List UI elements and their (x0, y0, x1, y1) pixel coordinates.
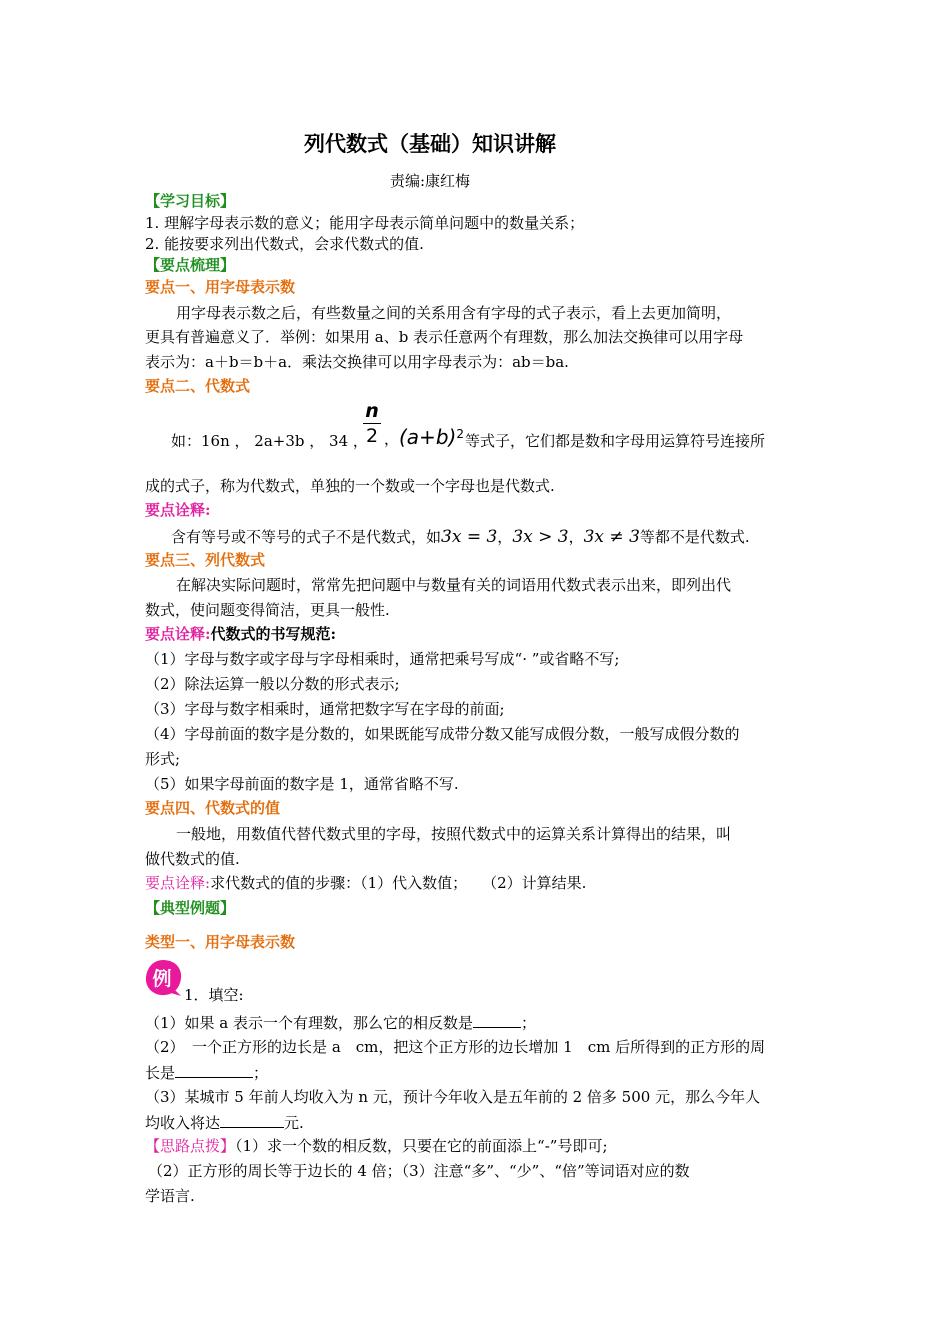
question-1: 1．填空: (184, 986, 244, 1004)
rule-5: （5）如果字母前面的数字是 1，通常省略不写. (145, 775, 459, 793)
note-1-label: 要点诠释: (145, 501, 211, 519)
question-1-1-text: （1）如果 a 表示一个有理数，那么它的相反数是 (145, 1014, 474, 1032)
hint-label: 【思路点拨】 (145, 1137, 236, 1155)
expression-exponent: 2 (456, 427, 464, 441)
fraction-denominator: 2 (365, 425, 379, 447)
note-1-sep-1: ， (497, 528, 513, 546)
point-2-line-2: 成的式子，称为代数式，单独的一个数或一个字母也是代数式. (145, 477, 555, 495)
question-1-3b (145, 1112, 304, 1133)
answer-blank-2[interactable] (175, 1062, 253, 1078)
question-1-2b-text: 长是 (145, 1064, 176, 1082)
point-2-example-prefix: 如：16n ， 2a+3b ， 34 ， (171, 432, 368, 450)
question-1-2a: （2） 一个正方形的边长是 a cm，把这个正方形的边长增加 1 cm 后所得到的正方形的周 (145, 1038, 766, 1056)
answer-blank-3[interactable] (220, 1112, 284, 1128)
example-badge-text: 例 (152, 968, 172, 990)
goal-2: 2. 能按要求列出代数式，会求代数式的值. (145, 235, 424, 253)
point-1-line-3: 表示为：a＋b＝b＋a．乘法交换律可以用字母表示为：ab＝ba. (145, 353, 569, 371)
rule-4b: 形式; (145, 750, 181, 768)
math-3x-neq-3: 3x ≠ 3 (583, 527, 640, 547)
note-2-label: 要点诠释: (145, 625, 211, 643)
question-1-1 (145, 1012, 536, 1033)
hint-line-3: 学语言. (145, 1187, 195, 1205)
note-3-label: 要点诠释: (145, 874, 211, 892)
author-line: 责编:康红梅 (389, 172, 471, 190)
point-4-line-2: 做代数式的值. (145, 850, 240, 868)
question-1-2b (145, 1062, 268, 1083)
point-3-title: 要点三、列代数式 (145, 551, 266, 569)
point-2-example-suffix: 等式子，它们都是数和字母用运算符号连接所 (465, 432, 766, 450)
page-title: 列代数式（基础）知识讲解 (304, 131, 556, 156)
points-header: 【要点梳理】 (145, 256, 236, 274)
point-2-comma: ， (384, 430, 400, 448)
examples-header: 【典型例题】 (145, 899, 236, 917)
fraction-bar (363, 423, 381, 424)
note-3-line (145, 873, 586, 893)
example-badge-icon (143, 958, 183, 998)
question-1-1-end: ； (521, 1014, 537, 1032)
note-3-text: 求代数式的值的步骤：（1）代入数值； （2）计算结果. (210, 874, 587, 892)
point-3-line-2: 数式，使问题变得简洁，更具一般性. (145, 601, 390, 619)
rule-4a: （4）字母前面的数字是分数的，如果既能写成带分数又能写成假分数，一般写成假分数的 (145, 725, 740, 743)
note-1-sep-2: ， (568, 528, 584, 546)
question-1-2b-end: ； (253, 1064, 269, 1082)
point-2-title: 要点二、代数式 (145, 377, 251, 395)
math-3x-gt-3: 3x > 3 (512, 527, 569, 547)
point-1-line-1: 用字母表示数之后，有些数量之间的关系用含有字母的式子表示，看上去更加简明， (176, 304, 732, 322)
answer-blank-1[interactable] (473, 1012, 521, 1028)
fraction-n-over-2 (362, 400, 382, 447)
note-1-line (171, 527, 750, 547)
hint-line-2: （2）正方形的周长等于边长的 4 倍；（3）注意“多”、“少”、“倍”等词语对应的数 (148, 1162, 690, 1180)
question-1-3a: （3）某城市 5 年前人均收入为 n 元，预计今年收入是五年前的 2 倍多 500 元，那么今年人 (145, 1088, 761, 1106)
hint-text-1: （1）求一个数的相反数，只要在它的前面添上“-”号即可; (235, 1137, 608, 1155)
expression-base: (a+b) (399, 425, 457, 449)
expression-a-plus-b-squared (399, 420, 464, 453)
point-1-line-2: 更具有普遍意义了．举例：如果用 a、b 表示任意两个有理数，那么加法交换律可以用字母 (145, 328, 744, 346)
rule-1: （1）字母与数字或字母与字母相乘时，通常把乘号写成“· ”或省略不写; (145, 650, 620, 668)
point-4-line-1: 一般地，用数值代替代数式里的字母，按照代数式中的运算关系计算得出的结果，叫 (176, 825, 732, 843)
rule-3: （3）字母与数字相乘时，通常把数字写在字母的前面; (145, 700, 505, 718)
math-3x-eq-3: 3x = 3 (441, 527, 498, 547)
question-1-3b-text: 均收入将达 (145, 1114, 221, 1132)
fraction-numerator: n (365, 400, 379, 422)
goals-header: 【学习目标】 (145, 192, 236, 210)
note-1-suffix: 等都不是代数式. (639, 528, 750, 546)
question-1-3b-end: 元. (284, 1114, 304, 1132)
note-1-prefix: 含有等号或不等号的式子不是代数式，如 (171, 528, 442, 546)
note-2-line (145, 624, 336, 644)
point-3-line-1: 在解决实际问题时，常常先把问题中与数量有关的词语用代数式表示出来，即列出代 (176, 576, 732, 594)
note-2-bold: 代数式的书写规范: (210, 625, 337, 643)
point-4-title: 要点四、代数式的值 (145, 799, 281, 817)
point-1-title: 要点一、用字母表示数 (145, 278, 296, 296)
hint-line-1 (145, 1136, 608, 1156)
type-1-title: 类型一、用字母表示数 (145, 933, 296, 951)
goal-1: 1. 理解字母表示数的意义；能用字母表示简单问题中的数量关系； (145, 214, 585, 232)
rule-2: （2）除法运算一般以分数的形式表示; (145, 675, 400, 693)
